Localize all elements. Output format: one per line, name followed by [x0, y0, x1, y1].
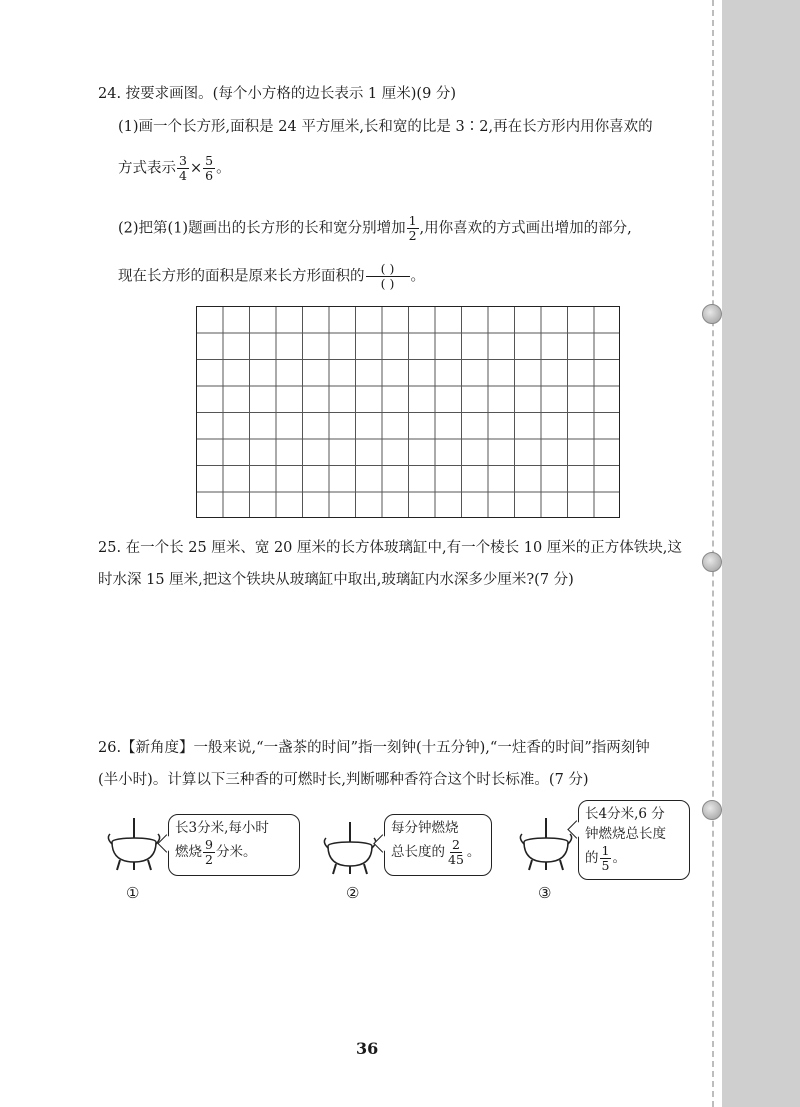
q24-part1-line2: 方式表示 $\frac{3}{4}$ × $\frac{5}{6}$ 。	[118, 153, 231, 183]
answer-blank-fraction[interactable]: $\frac{( )}{( )}$	[366, 262, 410, 291]
q26-answer-area[interactable]	[98, 912, 698, 1022]
drawing-grid[interactable]	[196, 306, 620, 518]
incense-burner-icon	[516, 816, 576, 874]
binding-hole-icon	[702, 800, 722, 820]
fraction-1-5: $\frac{1}{5}$	[601, 843, 610, 873]
incense-burner-icon	[104, 816, 164, 874]
page-number: 36	[356, 1039, 379, 1058]
option-label-2: ②	[346, 884, 360, 902]
q25-answer-area[interactable]	[98, 600, 698, 720]
q25-line1: 25. 在一个长 25 厘米、宽 20 厘米的长方体玻璃缸中,有一个棱长 10 厘米的正方体铁块,这	[98, 540, 682, 556]
incense-2-bubble: 每分钟燃烧 总长度的 $\frac{2}{45}$ 。	[384, 814, 492, 876]
fraction-5-6: $\frac{5}{6}$	[205, 153, 214, 183]
option-label-1: ①	[126, 884, 140, 902]
q25-line2: 时水深 15 厘米,把这个铁块从玻璃缸中取出,玻璃缸内水深多少厘米?(7 分)	[98, 572, 574, 588]
fraction-9-2: $\frac{9}{2}$	[205, 837, 213, 867]
incense-1-bubble: 长3分米,每小时 燃烧 $\frac{9}{2}$ 分米。	[168, 814, 300, 876]
fraction-1-2: $\frac{1}{2}$	[408, 213, 417, 243]
q24-part2-line2: 现在长方形的面积是原来长方形面积的 $\frac{( )}{( )}$ 。	[118, 261, 425, 291]
q24-part2-line1: (2)把第(1)题画出的长方形的长和宽分别增加 $\frac{1}{2}$ ,用你喜欢的方式画出增加的部分,	[118, 213, 632, 243]
q24-part1-line1: (1)画一个长方形,面积是 24 平方厘米,长和宽的比是 3∶2,再在长方形内用你喜欢的	[118, 119, 653, 135]
option-label-3: ③	[538, 884, 552, 902]
page-margin-strip	[722, 0, 800, 1107]
q26-line2: (半小时)。计算以下三种香的可燃时长,判断哪种香符合这个时长标准。(7 分)	[98, 772, 589, 788]
q26-line1: 26.【新角度】一般来说,“一盏茶的时间”指一刻钟(十五分钟),“一炷香的时间”指两刻钟	[98, 740, 650, 756]
fraction-3-4: $\frac{3}{4}$	[179, 153, 187, 183]
binding-hole-icon	[702, 304, 722, 324]
incense-burner-icon	[320, 820, 380, 878]
fraction-2-45: $\frac{2}{45}$	[448, 837, 464, 867]
binding-hole-icon	[702, 552, 722, 572]
incense-3-bubble: 长4分米,6 分 钟燃烧总长度 的 $\frac{1}{5}$ 。	[578, 800, 690, 880]
q24-title: 24. 按要求画图。(每个小方格的边长表示 1 厘米)(9 分)	[98, 86, 457, 102]
